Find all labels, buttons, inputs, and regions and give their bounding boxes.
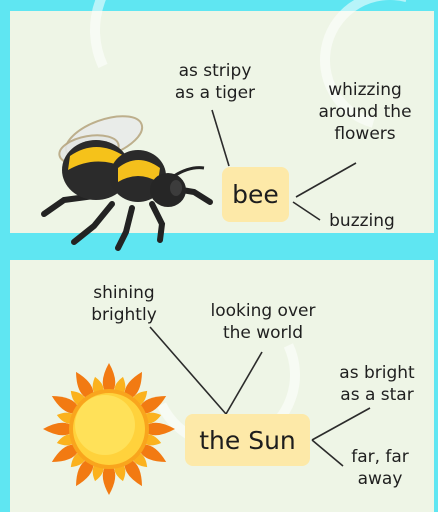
keyword-the-sun: the Sun	[185, 414, 310, 466]
phrase-looking-over-the-world: looking over the world	[210, 301, 316, 343]
phrase-buzzing: buzzing	[329, 211, 395, 231]
phrase-as-bright-as-a-star: as bright as a star	[339, 363, 415, 405]
keyword-bee: bee	[222, 167, 289, 222]
sun-icon	[40, 360, 178, 498]
bee-icon	[34, 108, 224, 252]
phrase-whizzing-around-the-flowers: whizzing around the flowers	[318, 80, 412, 144]
phrase-far-far-away: far, far away	[351, 447, 409, 489]
phrase-as-stripy-as-a-tiger: as stripy as a tiger	[174, 61, 256, 103]
phrase-shining-brightly: shining brightly	[91, 283, 157, 325]
